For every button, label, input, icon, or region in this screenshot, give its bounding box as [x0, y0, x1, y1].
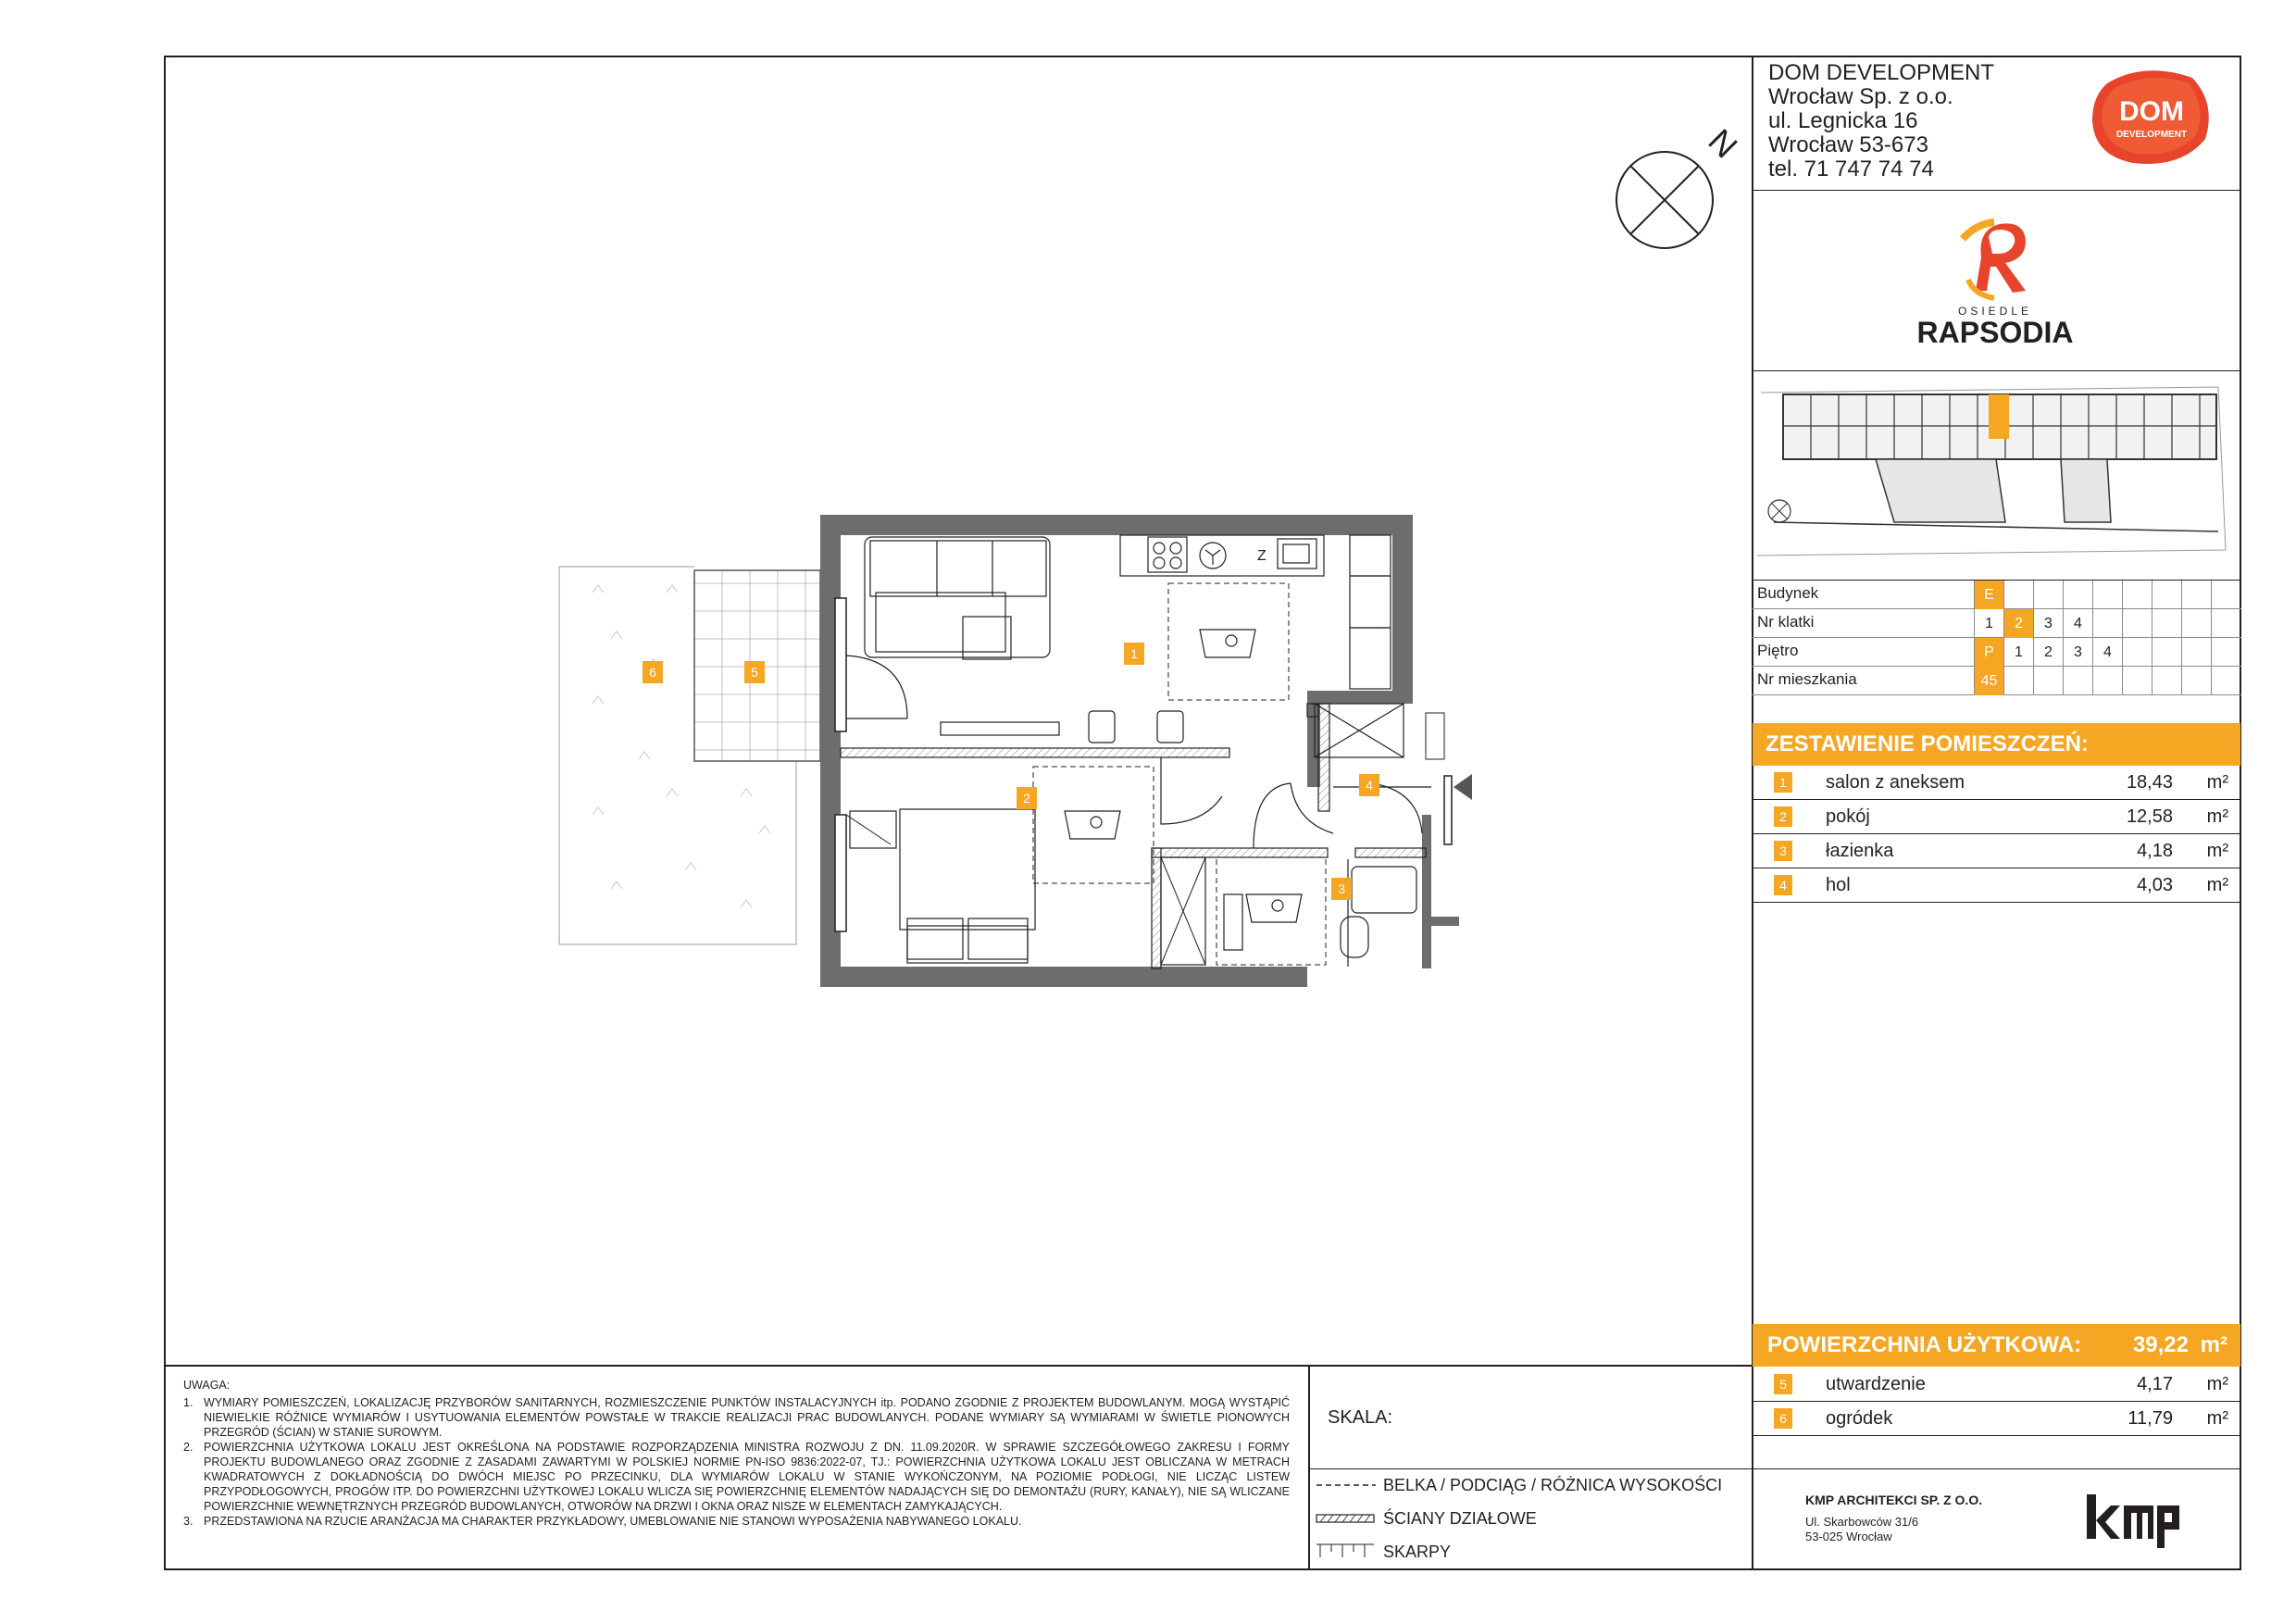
- selector-empty-cell: [2152, 638, 2181, 667]
- architect-address: Ul. Skarbowców 31/6: [1805, 1515, 1919, 1529]
- notes-heading: UWAGA:: [183, 1379, 231, 1392]
- living-furniture: [865, 537, 1183, 743]
- rooms-title: ZESTAWIENIE POMIESZCZEŃ:: [1766, 731, 2089, 756]
- company-line: ul. Legnicka 16: [1768, 108, 1918, 133]
- note-text: WYMIARY POMIESZCZEŃ, LOKALIZACJĘ PRZYBORÓW SANITARNYCH, ROZMIESZCZENIE PUNKTÓW INSTALACYJNYCH itp. PODANO ZGODNIE Z PROJEKTEM BUDOWLANYM. MOGĄ WYSTĄPIĆ NIEWIELKIE RÓŻNICE WYMIARÓW I USYTUOWANIA ELEMENTÓW POWSTAŁE W TRAKCIE REALIZACJI PRAC BUDOWLANYCH. PODANE WYMIARY SĄ WYMIARAMI W ŚWIETLE PIONOWYCH PRZEGRÓD (ŚCIAN) W STANIE SUROWYM.: [204, 1396, 1290, 1439]
- selector-empty-cell: [2063, 581, 2092, 609]
- selector-label-staircase: Nr klatki: [1757, 613, 1815, 631]
- slope-ticks-icon: [1316, 1544, 1374, 1557]
- legend-beam: BELKA / PODCIĄG / RÓŻNICA WYSOKOŚCI: [1383, 1476, 1723, 1494]
- selector-empty-cell: [2122, 638, 2152, 667]
- site-plan-thumbnail: [1755, 383, 2227, 559]
- extra-area-row: [1752, 1402, 2241, 1436]
- logo-text-rapsodia: RAPSODIA: [1916, 316, 2074, 349]
- room-area: 11,79: [2128, 1408, 2173, 1429]
- note-number: 2.: [183, 1441, 193, 1454]
- selector-empty-cell: [2181, 609, 2211, 638]
- logo-text-osiedle: OSIEDLE: [1957, 305, 2033, 318]
- room-label-3-text: 3: [1338, 881, 1345, 896]
- architect-city: 53-025 Wrocław: [1805, 1530, 1892, 1543]
- note-number: 1.: [183, 1396, 193, 1409]
- room-badge: 5: [1774, 1374, 1792, 1394]
- rapsodia-logo: [1916, 211, 2074, 350]
- rooms-header: [1753, 723, 2240, 766]
- selector-floor-option[interactable]: P: [1974, 638, 2003, 667]
- selector-empty-cell: [2211, 581, 2240, 609]
- room-row: [1752, 766, 2241, 800]
- selector-empty-cell: [2211, 638, 2240, 667]
- note-text: POWIERZCHNIA UŻYTKOWA LOKALU JEST OKREŚLONA NA PODSTAWIE ROZPORZĄDZENIA MINISTRA ROZWOJU Z DN. 11.09.2020R. W SPRAWIE SZCZEGÓŁOWEGO ZAKRESU I FORMY PROJEKTU BUDOWLANEGO ORAZ ZGODNIE Z ZASADAMI ZAWARTYMI W POLSKIEJ NORMIE PN-ISO 9836:2022-07, TJ.: POWIERZCHNIA UŻYTKOWA LOKALU JEST OBLICZANA W METRACH KWADRATOWYCH Z DOKŁADNOŚCIĄ DO DWÓCH MIEJSC PO PRZECINKU, DLA WYMIARÓW LOKALU W STANIE WYKOŃCZONYM, NA POZIOMIE PODŁOGI, NIE LICZĄC LISTEW PRZYPODŁOGOWYCH, PROGÓW ITP. DO POWIERZCHNI UŻYTKOWEJ LOKALU WLICZA SIĘ POWIERZCHNIĘ ELEMENTÓW NADAJĄCYCH SIĘ DO DEMONTAŻU (RURY, KANAŁY), NIE SĄ WLICZANE POWIERZCHNIE WEWNĘTRZNYCH PRZEGRÓD BUDOWLANYCH, OTWORÓW NA DRZWI I OKNA ORAZ NISZE W ELEMENTACH ZAMYKAJĄCYCH.: [204, 1441, 1290, 1513]
- separator: [1752, 370, 2241, 371]
- note-item: [183, 1440, 1290, 1514]
- company-line: DOM DEVELOPMENT: [1768, 60, 1995, 85]
- selector-empty-cell: [2092, 609, 2122, 638]
- room-area: 18,43: [2126, 772, 2173, 793]
- north-label: N: [1701, 121, 1745, 166]
- wheelchair-icons: [1065, 630, 1302, 922]
- selector-floor-option[interactable]: 1: [2003, 638, 2033, 667]
- room-label-5-text: 5: [751, 665, 758, 680]
- extra-area-row: [1752, 1368, 2241, 1402]
- room-name: pokój: [1826, 806, 1870, 827]
- usable-area-bar: [1753, 1324, 2240, 1367]
- selector-staircase-option[interactable]: 4: [2063, 609, 2092, 638]
- notes-block: [183, 1378, 1290, 1529]
- room-area: 4,03: [2137, 875, 2173, 895]
- selector-staircase-option[interactable]: 2: [2003, 609, 2033, 638]
- selector-label-building: Budynek: [1757, 584, 1819, 602]
- selector-empty-cell: [2181, 667, 2211, 695]
- room-unit: m²: [2206, 772, 2228, 793]
- scale-divider: [1308, 1365, 1310, 1570]
- entrance-marker: [1454, 774, 1472, 800]
- room-name: salon z aneksem: [1826, 772, 1965, 793]
- scale-legend-divider: [1308, 1468, 1753, 1469]
- room-unit: m²: [2206, 1374, 2228, 1394]
- selector-empty-cell: [2033, 667, 2063, 695]
- company-line: Wrocław 53-673: [1768, 132, 1928, 157]
- selector-floor-option[interactable]: 4: [2092, 638, 2122, 667]
- room-label-4-text: 4: [1366, 778, 1373, 793]
- room-name: łazienka: [1826, 841, 1894, 861]
- usable-area-unit: m²: [2200, 1332, 2227, 1357]
- plan-letter: Z: [1257, 548, 1267, 564]
- legend-walls: ŚCIANY DZIAŁOWE: [1383, 1509, 1537, 1528]
- room-name: hol: [1826, 875, 1851, 895]
- room-row: [1752, 834, 2241, 868]
- room-name: utwardzenie: [1826, 1374, 1926, 1394]
- legend-icons: [1315, 1476, 1381, 1559]
- room-label-1-text: 1: [1130, 646, 1138, 661]
- room-row: [1752, 800, 2241, 834]
- selector-empty-cell: [2181, 581, 2211, 609]
- selector-staircase-option[interactable]: 1: [1974, 609, 2003, 638]
- kmp-logo: [2083, 1493, 2183, 1550]
- selector-apartment-option[interactable]: 45: [1974, 667, 2003, 695]
- legend-slopes: SKARPY: [1383, 1543, 1452, 1561]
- usable-area-label: POWIERZCHNIA UŻYTKOWA:: [1767, 1332, 2082, 1357]
- room-badge: 2: [1774, 806, 1792, 827]
- logo-text-dom: DOM: [2119, 96, 2184, 127]
- selector-empty-cell: [2211, 667, 2240, 695]
- selector-empty-cell: [2152, 609, 2181, 638]
- separator: [1752, 1468, 2241, 1469]
- scale-label: SKALA:: [1328, 1407, 1393, 1428]
- room-unit: m²: [2206, 875, 2228, 895]
- selector-empty-cell: [2092, 667, 2122, 695]
- bathroom-fixtures: [1224, 859, 1416, 967]
- selector-empty-cell: [2063, 667, 2092, 695]
- company-line: tel. 71 747 74 74: [1768, 156, 1934, 181]
- bedroom-furniture: [850, 809, 1035, 963]
- room-name: ogródek: [1826, 1408, 1893, 1429]
- selector-empty-cell: [2122, 609, 2152, 638]
- room-unit: m²: [2206, 1408, 2228, 1429]
- logo-text-development: DEVELOPMENT: [2115, 130, 2188, 140]
- room-label-2-text: 2: [1023, 791, 1030, 806]
- note-item: [183, 1514, 1290, 1529]
- selector-building-option[interactable]: E: [1974, 581, 2003, 609]
- room-area: 4,18: [2137, 841, 2173, 861]
- selector-empty-cell: [2122, 581, 2152, 609]
- selector-empty-cell: [2152, 581, 2181, 609]
- room-label-6-text: 6: [649, 665, 656, 680]
- room-unit: m²: [2206, 806, 2228, 827]
- selector-empty-cell: [2122, 667, 2152, 695]
- notes-divider: [164, 1365, 1753, 1367]
- hatched-wall-icon: [1316, 1515, 1374, 1522]
- usable-area-value: 39,22: [2132, 1332, 2189, 1357]
- selector-empty-cell: [2152, 667, 2181, 695]
- room-badge: 1: [1774, 772, 1792, 793]
- selector-empty-cell: [2211, 609, 2240, 638]
- room-badge: 4: [1774, 875, 1792, 895]
- selector-floor-option[interactable]: 2: [2033, 638, 2063, 667]
- selector-empty-cell: [2003, 581, 2033, 609]
- selector-empty-cell: [2003, 667, 2033, 695]
- room-area: 4,17: [2137, 1374, 2173, 1394]
- company-line: Wrocław Sp. z o.o.: [1768, 84, 1953, 109]
- room-row: [1752, 868, 2241, 903]
- selector-floor-option[interactable]: 3: [2063, 638, 2092, 667]
- selector-label-floor: Piętro: [1757, 642, 1799, 659]
- door-swings: [1161, 757, 1431, 848]
- architect-name: KMP ARCHITEKCI SP. Z O.O.: [1805, 1493, 1983, 1507]
- turning-areas: [1033, 583, 1326, 965]
- selector-label-apartment: Nr mieszkania: [1757, 670, 1857, 688]
- room-unit: m²: [2206, 841, 2228, 861]
- selector-empty-cell: [2181, 638, 2211, 667]
- room-badge: 6: [1774, 1408, 1792, 1429]
- note-number: 3.: [183, 1515, 193, 1528]
- note-item: [183, 1395, 1290, 1440]
- selector-staircase-option[interactable]: 3: [2033, 609, 2063, 638]
- company-address: [1768, 61, 1994, 181]
- note-text: PRZEDSTAWIONA NA RZUCIE ARANŻACJA MA CHARAKTER PRZYKŁADOWY, UMEBLOWANIE NIE STANOWI WYPOSAŻENIA NABYWANEGO LOKALU.: [204, 1515, 1022, 1528]
- separator: [1752, 190, 2241, 191]
- selector-empty-cell: [2033, 581, 2063, 609]
- room-area: 12,58: [2126, 806, 2173, 827]
- dom-development-logo: [2089, 67, 2215, 167]
- kitchen: [1120, 535, 1404, 757]
- selector-empty-cell: [2092, 581, 2122, 609]
- room-badge: 3: [1774, 841, 1792, 861]
